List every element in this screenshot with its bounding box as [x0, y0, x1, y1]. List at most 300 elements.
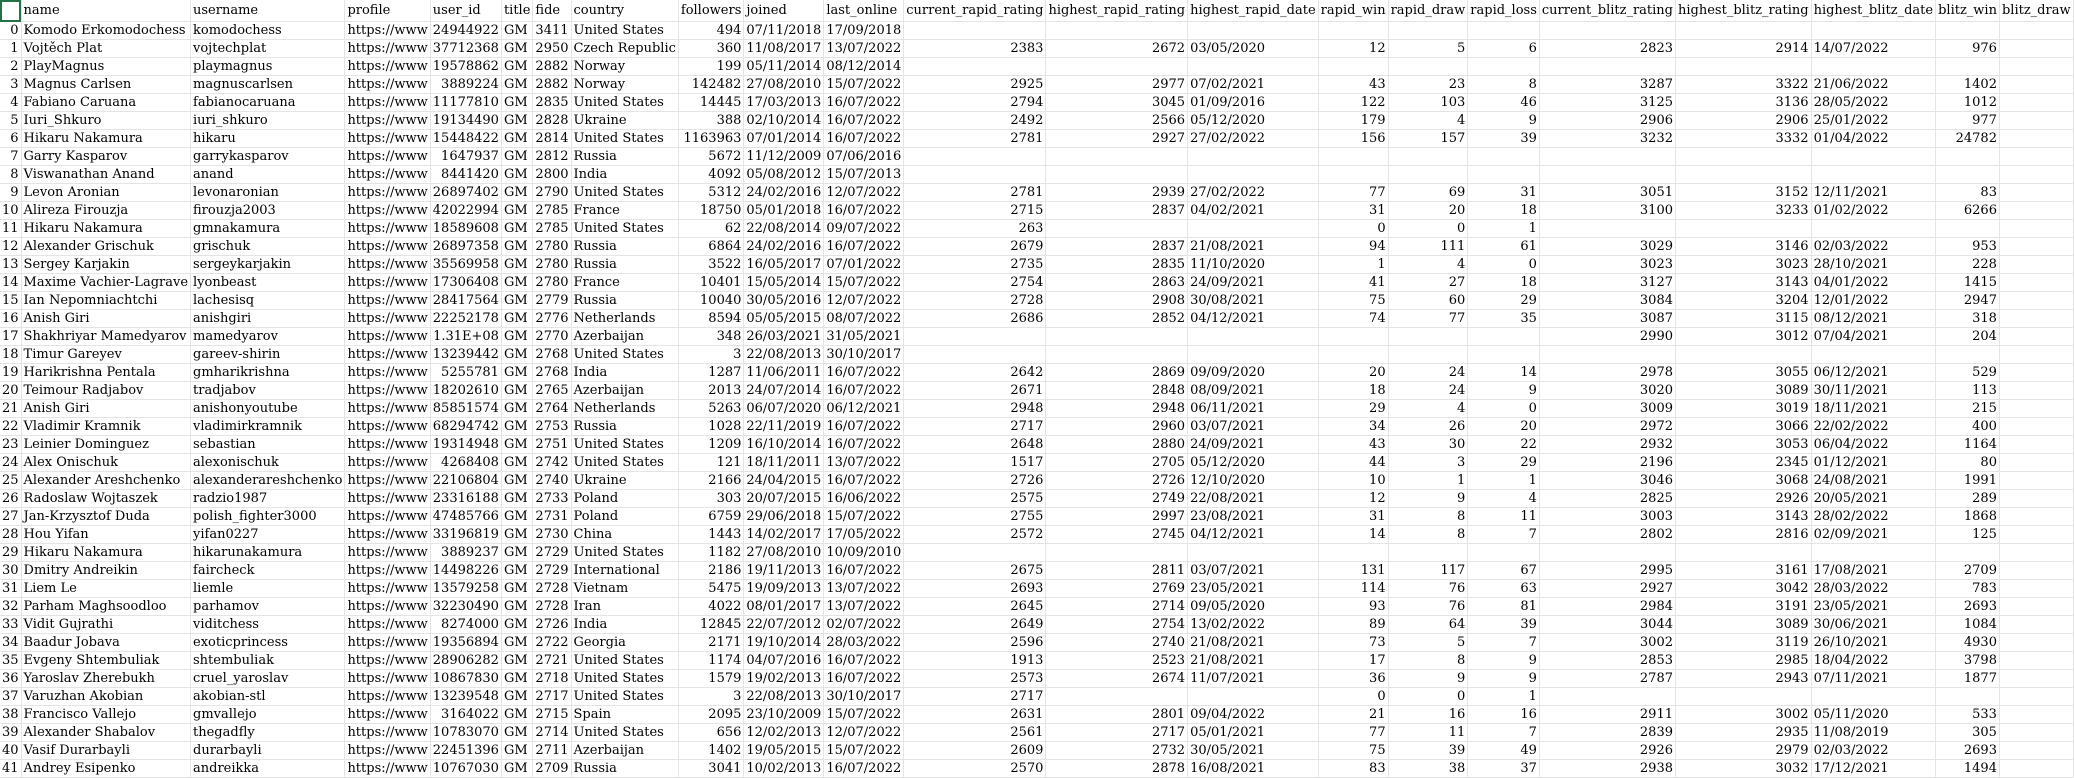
cell[interactable]: https://www	[345, 472, 430, 490]
cell[interactable]: 17/09/2018	[824, 22, 904, 40]
cell[interactable]: 17/05/2022	[824, 526, 904, 544]
cell[interactable]: 21/08/2021	[1188, 238, 1319, 256]
cell[interactable]: 29	[1468, 454, 1540, 472]
cell[interactable]: United States	[571, 22, 678, 40]
cell[interactable]: 111	[1388, 238, 1468, 256]
cell[interactable]: 2835	[1046, 256, 1188, 274]
cell[interactable]	[1318, 22, 1388, 40]
cell[interactable]: 39	[0, 724, 21, 742]
cell[interactable]: playmagnus	[191, 58, 345, 76]
cell[interactable]: 2779	[533, 292, 571, 310]
cell[interactable]: 2754	[1046, 616, 1188, 634]
cell[interactable]: 2013	[678, 382, 744, 400]
cell[interactable]: 05/01/2018	[744, 202, 824, 220]
cell[interactable]: 2609	[904, 742, 1046, 760]
cell[interactable]: 17	[1318, 652, 1388, 670]
cell[interactable]: 3023	[1676, 256, 1812, 274]
cell[interactable]: GM	[501, 400, 532, 418]
cell[interactable]: yifan0227	[191, 526, 345, 544]
cell[interactable]: 08/09/2021	[1188, 382, 1319, 400]
cell[interactable]: 39	[1468, 616, 1540, 634]
cell[interactable]: 12	[1318, 40, 1388, 58]
cell[interactable]: GM	[501, 220, 532, 238]
cell[interactable]: Vasif Durarbayli	[21, 742, 190, 760]
cell[interactable]: 13/07/2022	[824, 580, 904, 598]
cell[interactable]: 01/09/2016	[1188, 94, 1319, 112]
cell[interactable]: 2794	[904, 94, 1046, 112]
cell[interactable]: 2645	[904, 598, 1046, 616]
cell[interactable]: 06/04/2022	[1811, 436, 1936, 454]
cell[interactable]: 303	[678, 490, 744, 508]
cell[interactable]: 4	[1388, 256, 1468, 274]
cell[interactable]: 3066	[1676, 418, 1812, 436]
cell[interactable]	[1999, 94, 2073, 112]
cell[interactable]: 18750	[678, 202, 744, 220]
cell[interactable]: 16/07/2022	[824, 562, 904, 580]
cell[interactable]: 2730	[533, 526, 571, 544]
cell[interactable]: 2717	[904, 688, 1046, 706]
cell[interactable]: viditchess	[191, 616, 345, 634]
cell[interactable]: 10/09/2010	[824, 544, 904, 562]
cell[interactable]: 09/04/2022	[1188, 706, 1319, 724]
cell[interactable]: akobian-stl	[191, 688, 345, 706]
header-cell[interactable]: blitz_win	[1936, 0, 2000, 22]
cell[interactable]: India	[571, 616, 678, 634]
cell[interactable]: 13/07/2022	[824, 40, 904, 58]
cell[interactable]: 9	[1468, 382, 1540, 400]
cell[interactable]: 2768	[533, 346, 571, 364]
cell[interactable]: 3	[678, 688, 744, 706]
cell[interactable]: GM	[501, 238, 532, 256]
cell[interactable]: United States	[571, 184, 678, 202]
cell[interactable]: 3009	[1539, 400, 1675, 418]
cell[interactable]: 3143	[1676, 274, 1812, 292]
cell[interactable]: 2751	[533, 436, 571, 454]
cell[interactable]	[1999, 382, 2073, 400]
cell[interactable]	[1999, 256, 2073, 274]
cell[interactable]: 5312	[678, 184, 744, 202]
cell[interactable]: 2740	[533, 472, 571, 490]
header-cell[interactable]: user_id	[430, 0, 501, 22]
cell[interactable]: 1579	[678, 670, 744, 688]
cell[interactable]: 0	[1318, 220, 1388, 238]
cell[interactable]: 10783070	[430, 724, 501, 742]
cell[interactable]: 2196	[1539, 454, 1675, 472]
cell[interactable]: 12/07/2022	[824, 184, 904, 202]
cell[interactable]: 18202610	[430, 382, 501, 400]
cell[interactable]: 11/07/2021	[1188, 670, 1319, 688]
cell[interactable]: 15/07/2022	[824, 508, 904, 526]
cell[interactable]: 156	[1318, 130, 1388, 148]
cell[interactable]: 6	[1468, 40, 1540, 58]
cell[interactable]: 26	[0, 490, 21, 508]
cell[interactable]: 24	[1388, 382, 1468, 400]
cell[interactable]: https://www	[345, 490, 430, 508]
cell[interactable]: 3029	[1539, 238, 1675, 256]
cell[interactable]: 29/06/2018	[744, 508, 824, 526]
cell[interactable]: 0	[1388, 688, 1468, 706]
cell[interactable]: Azerbaijan	[571, 382, 678, 400]
cell[interactable]: Leinier Dominguez	[21, 436, 190, 454]
cell[interactable]: 2572	[904, 526, 1046, 544]
cell[interactable]: 23/08/2021	[1188, 508, 1319, 526]
cell[interactable]: 3143	[1676, 508, 1812, 526]
cell[interactable]: 2	[0, 58, 21, 76]
cell[interactable]: 11/12/2009	[744, 148, 824, 166]
cell[interactable]: 4092	[678, 166, 744, 184]
cell[interactable]: 3041	[678, 760, 744, 778]
cell[interactable]: 1163963	[678, 130, 744, 148]
cell[interactable]: 2801	[1046, 706, 1188, 724]
cell[interactable]	[1188, 220, 1319, 238]
cell[interactable]: 2715	[533, 706, 571, 724]
cell[interactable]: 4930	[1936, 634, 2000, 652]
cell[interactable]: grischuk	[191, 238, 345, 256]
cell[interactable]: 47485766	[430, 508, 501, 526]
cell[interactable]: 46	[1468, 94, 1540, 112]
cell[interactable]: 12/02/2013	[744, 724, 824, 742]
cell[interactable]: 2711	[533, 742, 571, 760]
cell[interactable]: India	[571, 166, 678, 184]
cell[interactable]: 131	[1318, 562, 1388, 580]
cell[interactable]: 1.31E+08	[430, 328, 501, 346]
cell[interactable]: 3798	[1936, 652, 2000, 670]
cell[interactable]: 14/07/2022	[1811, 40, 1936, 58]
cell[interactable]	[1468, 328, 1540, 346]
cell[interactable]: polish_fighter3000	[191, 508, 345, 526]
cell[interactable]: 15448422	[430, 130, 501, 148]
cell[interactable]: 179	[1318, 112, 1388, 130]
cell[interactable]: 3089	[1676, 382, 1812, 400]
cell[interactable]: 2095	[678, 706, 744, 724]
cell[interactable]: 1913	[904, 652, 1046, 670]
cell[interactable]: 16/07/2022	[824, 652, 904, 670]
cell[interactable]	[1999, 490, 2073, 508]
cell[interactable]: https://www	[345, 22, 430, 40]
cell[interactable]: 2729	[533, 544, 571, 562]
cell[interactable]: https://www	[345, 184, 430, 202]
cell[interactable]: 24/02/2016	[744, 184, 824, 202]
cell[interactable]: 24/09/2021	[1188, 436, 1319, 454]
cell[interactable]	[1999, 436, 2073, 454]
cell[interactable]: 09/07/2022	[824, 220, 904, 238]
cell[interactable]: 10	[1318, 472, 1388, 490]
cell[interactable]: parhamov	[191, 598, 345, 616]
cell[interactable]: faircheck	[191, 562, 345, 580]
cell[interactable]: 2869	[1046, 364, 1188, 382]
cell[interactable]: 8	[1388, 508, 1468, 526]
cell[interactable]: 04/01/2022	[1811, 274, 1936, 292]
cell[interactable]	[1999, 598, 2073, 616]
cell[interactable]: PlayMagnus	[21, 58, 190, 76]
cell[interactable]: 04/12/2021	[1188, 526, 1319, 544]
cell[interactable]: 14	[1468, 364, 1540, 382]
cell[interactable]	[1936, 148, 2000, 166]
cell[interactable]: 06/11/2021	[1188, 400, 1319, 418]
cell[interactable]: 67	[1468, 562, 1540, 580]
cell[interactable]: 16/08/2021	[1188, 760, 1319, 778]
cell[interactable]: 2735	[904, 256, 1046, 274]
cell[interactable]: 16	[1468, 706, 1540, 724]
cell[interactable]	[1468, 58, 1540, 76]
cell[interactable]: 12	[0, 238, 21, 256]
cell[interactable]: 05/01/2021	[1188, 724, 1319, 742]
cell[interactable]: 2927	[1046, 130, 1188, 148]
cell[interactable]: 13239548	[430, 688, 501, 706]
cell[interactable]: 30/10/2017	[824, 346, 904, 364]
cell[interactable]: 24/09/2021	[1188, 274, 1319, 292]
cell[interactable]: 2714	[1046, 598, 1188, 616]
cell[interactable]: 21	[1318, 706, 1388, 724]
cell[interactable]: 529	[1936, 364, 2000, 382]
cell[interactable]: 2642	[904, 364, 1046, 382]
cell[interactable]: 2925	[904, 76, 1046, 94]
cell[interactable]: GM	[501, 526, 532, 544]
cell[interactable]: 36	[0, 670, 21, 688]
cell[interactable]: 20/07/2015	[744, 490, 824, 508]
cell[interactable]: 5	[1388, 634, 1468, 652]
cell[interactable]: anishgiri	[191, 310, 345, 328]
cell[interactable]: United States	[571, 724, 678, 742]
cell[interactable]: Parham Maghsoodloo	[21, 598, 190, 616]
cell[interactable]: 8	[1468, 76, 1540, 94]
cell[interactable]: 3100	[1539, 202, 1675, 220]
cell[interactable]	[1046, 220, 1188, 238]
cell[interactable]: 2802	[1539, 526, 1675, 544]
cell[interactable]: Maxime Vachier-Lagrave	[21, 274, 190, 292]
cell[interactable]: 2672	[1046, 40, 1188, 58]
cell[interactable]: 2749	[1046, 490, 1188, 508]
cell[interactable]: gareev-shirin	[191, 346, 345, 364]
cell[interactable]: magnuscarlsen	[191, 76, 345, 94]
cell[interactable]: 1182	[678, 544, 744, 562]
cell[interactable]: 34	[0, 634, 21, 652]
cell[interactable]: https://www	[345, 688, 430, 706]
cell[interactable]: 29	[1468, 292, 1540, 310]
cell[interactable]: 157	[1388, 130, 1468, 148]
cell[interactable]: 16/07/2022	[824, 112, 904, 130]
cell[interactable]: 12/11/2021	[1811, 184, 1936, 202]
cell[interactable]: 783	[1936, 580, 2000, 598]
cell[interactable]: https://www	[345, 742, 430, 760]
cell[interactable]	[1999, 274, 2073, 292]
cell[interactable]: 2492	[904, 112, 1046, 130]
cell[interactable]: 1443	[678, 526, 744, 544]
cell[interactable]: 07/11/2021	[1811, 670, 1936, 688]
cell[interactable]: Azerbaijan	[571, 328, 678, 346]
cell[interactable]: 30/05/2016	[744, 292, 824, 310]
cell[interactable]: 77	[1318, 724, 1388, 742]
cell[interactable]	[1999, 508, 2073, 526]
cell[interactable]: 2848	[1046, 382, 1188, 400]
cell[interactable]: 289	[1936, 490, 2000, 508]
cell[interactable]: GM	[501, 724, 532, 742]
cell[interactable]: 33	[0, 616, 21, 634]
cell[interactable]: 2674	[1046, 670, 1188, 688]
cell[interactable]: 2566	[1046, 112, 1188, 130]
cell[interactable]: 68294742	[430, 418, 501, 436]
cell[interactable]: 2943	[1676, 670, 1812, 688]
cell[interactable]	[1046, 688, 1188, 706]
cell[interactable]: 3051	[1539, 184, 1675, 202]
cell[interactable]	[1539, 22, 1675, 40]
cell[interactable]	[1676, 688, 1812, 706]
cell[interactable]: https://www	[345, 454, 430, 472]
cell[interactable]	[1046, 22, 1188, 40]
header-cell[interactable]: name	[21, 0, 190, 22]
cell[interactable]: 5255781	[430, 364, 501, 382]
cell[interactable]: GM	[501, 346, 532, 364]
cell[interactable]: 13/02/2022	[1188, 616, 1319, 634]
cell[interactable]: GM	[501, 184, 532, 202]
cell[interactable]: 3053	[1676, 436, 1812, 454]
cell[interactable]: 2764	[533, 400, 571, 418]
cell[interactable]: 3233	[1676, 202, 1812, 220]
cell[interactable]: GM	[501, 706, 532, 724]
cell[interactable]: 2781	[904, 130, 1046, 148]
cell[interactable]: GM	[501, 472, 532, 490]
cell[interactable]: 14498226	[430, 562, 501, 580]
cell[interactable]: Hou Yifan	[21, 526, 190, 544]
cell[interactable]: sergeykarjakin	[191, 256, 345, 274]
cell[interactable]	[1999, 22, 2073, 40]
cell[interactable]: anand	[191, 166, 345, 184]
cell[interactable]: 22	[1468, 436, 1540, 454]
cell[interactable]: https://www	[345, 310, 430, 328]
cell[interactable]: iuri_shkuro	[191, 112, 345, 130]
cell[interactable]: Andrey Esipenko	[21, 760, 190, 778]
cell[interactable]: 07/01/2022	[824, 256, 904, 274]
cell[interactable]: https://www	[345, 436, 430, 454]
cell[interactable]	[1676, 544, 1812, 562]
cell[interactable]: 13239442	[430, 346, 501, 364]
cell[interactable]: 8	[1388, 652, 1468, 670]
cell[interactable]: 2679	[904, 238, 1046, 256]
cell[interactable]: Evgeny Shtembuliak	[21, 652, 190, 670]
cell[interactable]: 2960	[1046, 418, 1188, 436]
cell[interactable]: https://www	[345, 544, 430, 562]
cell[interactable]: https://www	[345, 328, 430, 346]
cell[interactable]: 2787	[1539, 670, 1675, 688]
cell[interactable]: https://www	[345, 382, 430, 400]
cell[interactable]: United States	[571, 436, 678, 454]
cell[interactable]: 28/05/2022	[1811, 94, 1936, 112]
cell[interactable]	[904, 22, 1046, 40]
cell[interactable]	[1811, 688, 1936, 706]
cell[interactable]: liemle	[191, 580, 345, 598]
cell[interactable]: 22106804	[430, 472, 501, 490]
cell[interactable]: 2947	[1936, 292, 2000, 310]
cell[interactable]: 2742	[533, 454, 571, 472]
cell[interactable]: 117	[1388, 562, 1468, 580]
cell[interactable]	[1811, 220, 1936, 238]
cell[interactable]: radzio1987	[191, 490, 345, 508]
cell[interactable]: 2171	[678, 634, 744, 652]
cell[interactable]: 103	[1388, 94, 1468, 112]
cell[interactable]: Varuzhan Akobian	[21, 688, 190, 706]
cell[interactable]: 3322	[1676, 76, 1812, 94]
cell[interactable]: 2753	[533, 418, 571, 436]
cell[interactable]	[1811, 544, 1936, 562]
cell[interactable]: https://www	[345, 130, 430, 148]
cell[interactable]: 2709	[1936, 562, 2000, 580]
cell[interactable]: 9	[1468, 652, 1540, 670]
cell[interactable]: 3125	[1539, 94, 1675, 112]
cell[interactable]: 2769	[1046, 580, 1188, 598]
cell[interactable]: 18	[1318, 382, 1388, 400]
cell[interactable]: 18589608	[430, 220, 501, 238]
cell[interactable]: 2166	[678, 472, 744, 490]
cell[interactable]: 19134490	[430, 112, 501, 130]
cell[interactable]: 125	[1936, 526, 2000, 544]
cell[interactable]: 76	[1388, 580, 1468, 598]
header-cell[interactable]: fide	[533, 0, 571, 22]
cell[interactable]: 2977	[1046, 76, 1188, 94]
cell[interactable]: 21	[0, 400, 21, 418]
header-cell[interactable]: current_blitz_rating	[1539, 0, 1675, 22]
cell[interactable]: 31	[1318, 202, 1388, 220]
cell[interactable]	[1388, 544, 1468, 562]
cell[interactable]: 27	[1388, 274, 1468, 292]
cell[interactable]: 1	[1468, 472, 1540, 490]
cell[interactable]: 61	[1468, 238, 1540, 256]
cell[interactable]: 8	[0, 166, 21, 184]
cell[interactable]: 3087	[1539, 310, 1675, 328]
cell[interactable]: 19578862	[430, 58, 501, 76]
cell[interactable]: 41	[0, 760, 21, 778]
cell[interactable]: firouzja2003	[191, 202, 345, 220]
cell[interactable]	[1318, 328, 1388, 346]
cell[interactable]: 2686	[904, 310, 1046, 328]
cell[interactable]: 2732	[1046, 742, 1188, 760]
cell[interactable]: 12/07/2022	[824, 724, 904, 742]
cell[interactable]: 05/08/2012	[744, 166, 824, 184]
cell[interactable]: China	[571, 526, 678, 544]
cell[interactable]: 9	[0, 184, 21, 202]
cell[interactable]: 21/08/2021	[1188, 634, 1319, 652]
cell[interactable]	[1999, 472, 2073, 490]
cell[interactable]: 26	[1388, 418, 1468, 436]
cell[interactable]: 08/07/2022	[824, 310, 904, 328]
header-cell[interactable]: current_rapid_rating	[904, 0, 1046, 22]
cell[interactable]	[1046, 544, 1188, 562]
cell[interactable]: 04/02/2021	[1188, 202, 1319, 220]
cell[interactable]: 19/10/2014	[744, 634, 824, 652]
cell[interactable]: 2938	[1539, 760, 1675, 778]
cell[interactable]: 2726	[533, 616, 571, 634]
cell[interactable]: 3115	[1676, 310, 1812, 328]
cell[interactable]: 2726	[904, 472, 1046, 490]
cell[interactable]: 29	[1318, 400, 1388, 418]
cell[interactable]: 7	[1468, 724, 1540, 742]
cell[interactable]: 39	[1468, 130, 1540, 148]
cell[interactable]: 2839	[1539, 724, 1675, 742]
cell[interactable]: 06/12/2021	[1811, 364, 1936, 382]
cell[interactable]: 04/07/2016	[744, 652, 824, 670]
cell[interactable]: Poland	[571, 490, 678, 508]
cell[interactable]: https://www	[345, 670, 430, 688]
cell[interactable]: 15/05/2014	[744, 274, 824, 292]
cell[interactable]: 10767030	[430, 760, 501, 778]
cell[interactable]: 2383	[904, 40, 1046, 58]
cell[interactable]: 23	[0, 436, 21, 454]
cell[interactable]: 494	[678, 22, 744, 40]
cell[interactable]: 23/05/2021	[1811, 598, 1936, 616]
cell[interactable]: 11177810	[430, 94, 501, 112]
cell[interactable]: 204	[1936, 328, 2000, 346]
cell[interactable]: United States	[571, 454, 678, 472]
cell[interactable]	[1318, 58, 1388, 76]
